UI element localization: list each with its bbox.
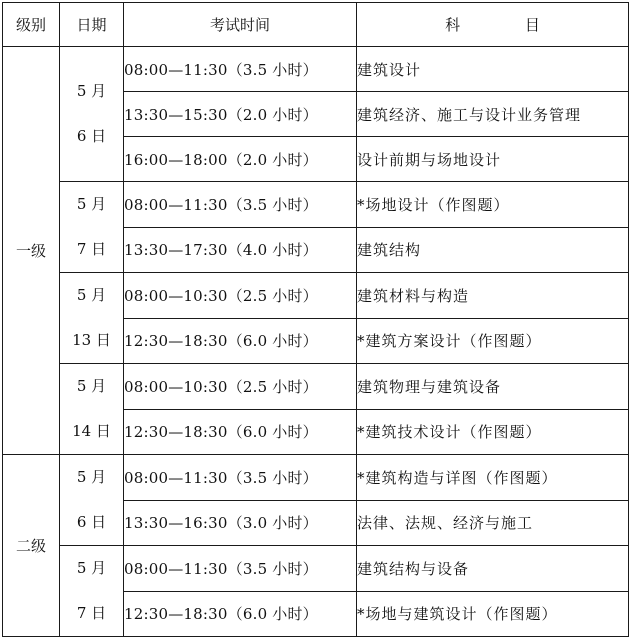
time-cell: 13:30—16:30（3.0 小时）: [124, 500, 357, 546]
time-cell: 08:00—11:30（3.5 小时）: [124, 455, 357, 501]
subject-cell: 建筑结构: [357, 227, 629, 273]
subject-cell: 建筑经济、施工与设计业务管理: [357, 92, 629, 137]
subject-cell: 建筑物理与建筑设备: [357, 364, 629, 410]
date-day: 6 日: [76, 513, 107, 531]
date-cell: [60, 47, 124, 182]
table-row: [3, 364, 629, 410]
date-month: 5 月: [76, 286, 107, 304]
subject-cell: 建筑结构与设备: [357, 546, 629, 592]
table-row: [3, 47, 629, 92]
date-month: 5 月: [76, 82, 107, 100]
table-row: [3, 182, 629, 228]
exam-schedule-table: [2, 2, 629, 637]
time-cell: 12:30—18:30（6.0 小时）: [124, 591, 357, 637]
date-cell: [60, 364, 124, 455]
header-date: 日期: [60, 3, 124, 47]
subject-cell: *场地与建筑设计（作图题）: [357, 591, 629, 637]
subject-cell: 建筑设计: [357, 47, 629, 92]
header-time: 考试时间: [124, 3, 357, 47]
date-month: 5 月: [76, 468, 107, 486]
subject-cell: 设计前期与场地设计: [357, 137, 629, 182]
date-day: 14 日: [72, 422, 111, 440]
time-cell: 12:30—18:30（6.0 小时）: [124, 318, 357, 364]
date-cell: [60, 546, 124, 637]
subject-cell: 建筑材料与构造: [357, 273, 629, 319]
date-day: 6 日: [76, 127, 107, 145]
date-month: 5 月: [76, 195, 107, 213]
time-cell: 16:00—18:00（2.0 小时）: [124, 137, 357, 182]
time-cell: 12:30—18:30（6.0 小时）: [124, 409, 357, 455]
level-cell-1: 一级: [3, 47, 60, 455]
level-cell-2: 二级: [3, 455, 60, 637]
table-row: [3, 273, 629, 319]
date-day: 13 日: [72, 331, 111, 349]
date-day: 7 日: [76, 604, 107, 622]
time-cell: 08:00—10:30（2.5 小时）: [124, 364, 357, 410]
date-cell: [60, 273, 124, 364]
table-row: [3, 546, 629, 592]
subject-cell: *建筑构造与详图（作图题）: [357, 455, 629, 501]
subject-cell: *建筑技术设计（作图题）: [357, 409, 629, 455]
date-day: 7 日: [76, 240, 107, 258]
header-level: 级别: [3, 3, 60, 47]
time-cell: 08:00—10:30（2.5 小时）: [124, 273, 357, 319]
header-row: [3, 3, 629, 47]
subject-cell: 法律、法规、经济与施工: [357, 500, 629, 546]
time-cell: 13:30—15:30（2.0 小时）: [124, 92, 357, 137]
subject-cell: *场地设计（作图题）: [357, 182, 629, 228]
time-cell: 08:00—11:30（3.5 小时）: [124, 546, 357, 592]
header-subject: 科 目: [357, 3, 629, 47]
date-cell: [60, 182, 124, 273]
time-cell: 08:00—11:30（3.5 小时）: [124, 182, 357, 228]
date-month: 5 月: [76, 559, 107, 577]
time-cell: 08:00—11:30（3.5 小时）: [124, 47, 357, 92]
date-cell: [60, 455, 124, 546]
date-month: 5 月: [76, 377, 107, 395]
subject-cell: *建筑方案设计（作图题）: [357, 318, 629, 364]
time-cell: 13:30—17:30（4.0 小时）: [124, 227, 357, 273]
table-row: [3, 455, 629, 501]
